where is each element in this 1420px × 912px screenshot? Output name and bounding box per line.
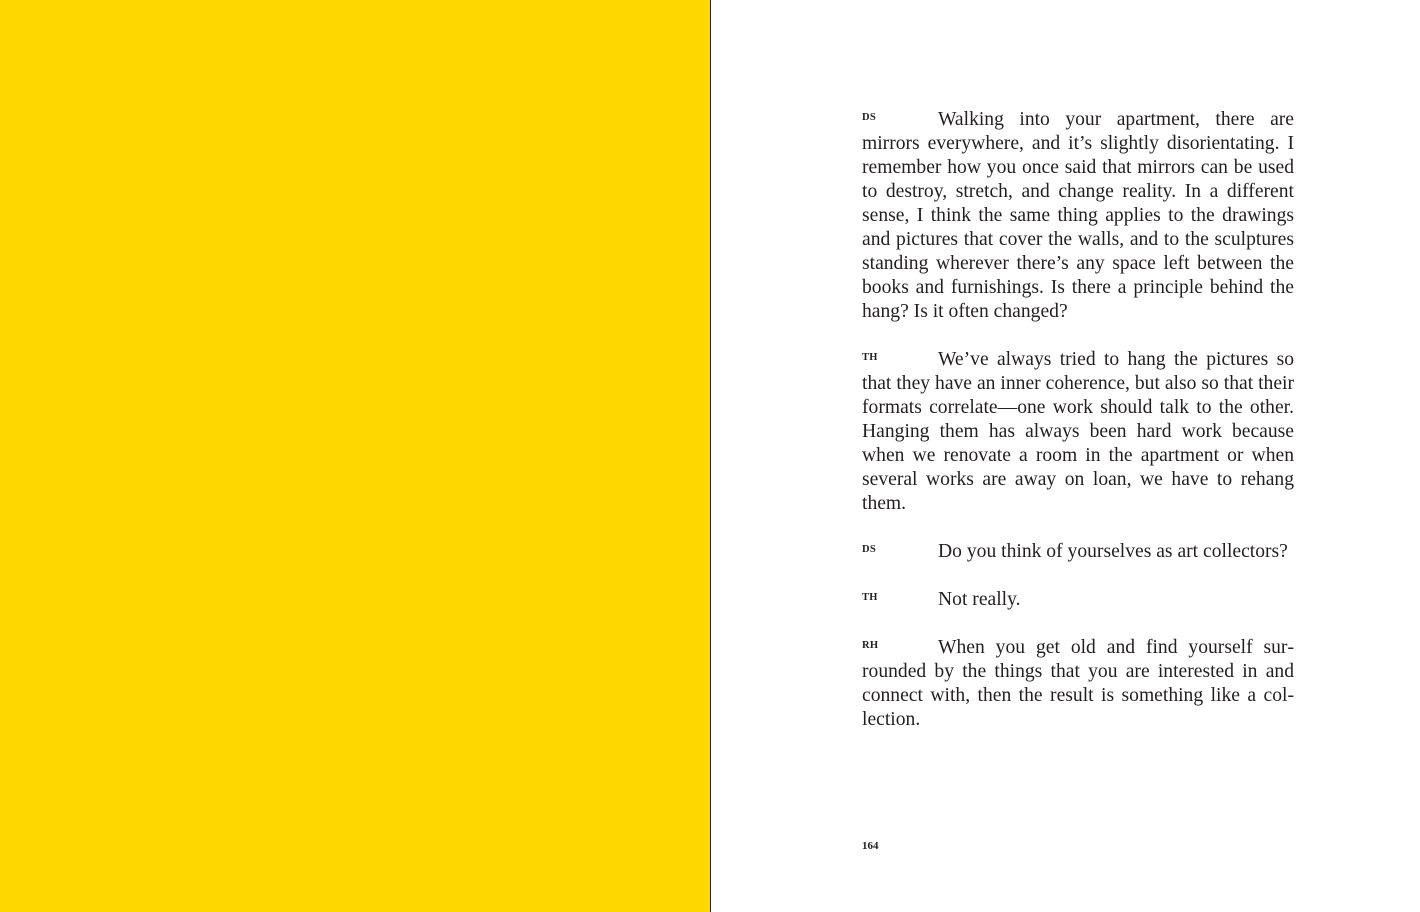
- interview-paragraph: [862, 636, 1294, 732]
- paragraph-text: When you get old and find yourself surrounded by the things that you are interested in and connect with, then the result is something like a collection.: [862, 637, 1294, 730]
- speaker-initials: RH: [862, 640, 879, 651]
- paragraph-text: Not really.: [938, 589, 1021, 610]
- speaker-initials: DS: [862, 544, 877, 555]
- paragraph-text: Walking into your apartment, there are mirrors everywhere, and it’s slightly disorientating. I remember how you once said that mirrors can be used to destroy, stretch, and change reality. In a different sense, I think the same thing applies to the drawings and pictures that cover the walls, and to the sculptures standing wherever there’s any space left between the books and furnishings. Is there a principle behind the hang? Is it often changed?: [862, 109, 1294, 322]
- interview-text: [862, 108, 1294, 756]
- speaker-initials: TH: [862, 592, 878, 603]
- interview-paragraph: [862, 108, 1294, 324]
- paragraph-text: We’ve always tried to hang the pictures so that they have an inner coherence, but also so that their formats correlate—one work should talk to the other. Hanging them has always been hard work because when we renovate a room in the apartment or when several works are away on loan, we have to rehang them.: [862, 349, 1294, 514]
- speaker-initials: TH: [862, 352, 878, 363]
- text-page: [711, 0, 1420, 912]
- page-number: 164: [862, 840, 879, 852]
- speaker-initials: DS: [862, 112, 877, 123]
- interview-paragraph: [862, 540, 1294, 564]
- interview-paragraph: [862, 588, 1294, 612]
- interview-paragraph: [862, 348, 1294, 516]
- paragraph-text: Do you think of yourselves as art collectors?: [938, 541, 1288, 562]
